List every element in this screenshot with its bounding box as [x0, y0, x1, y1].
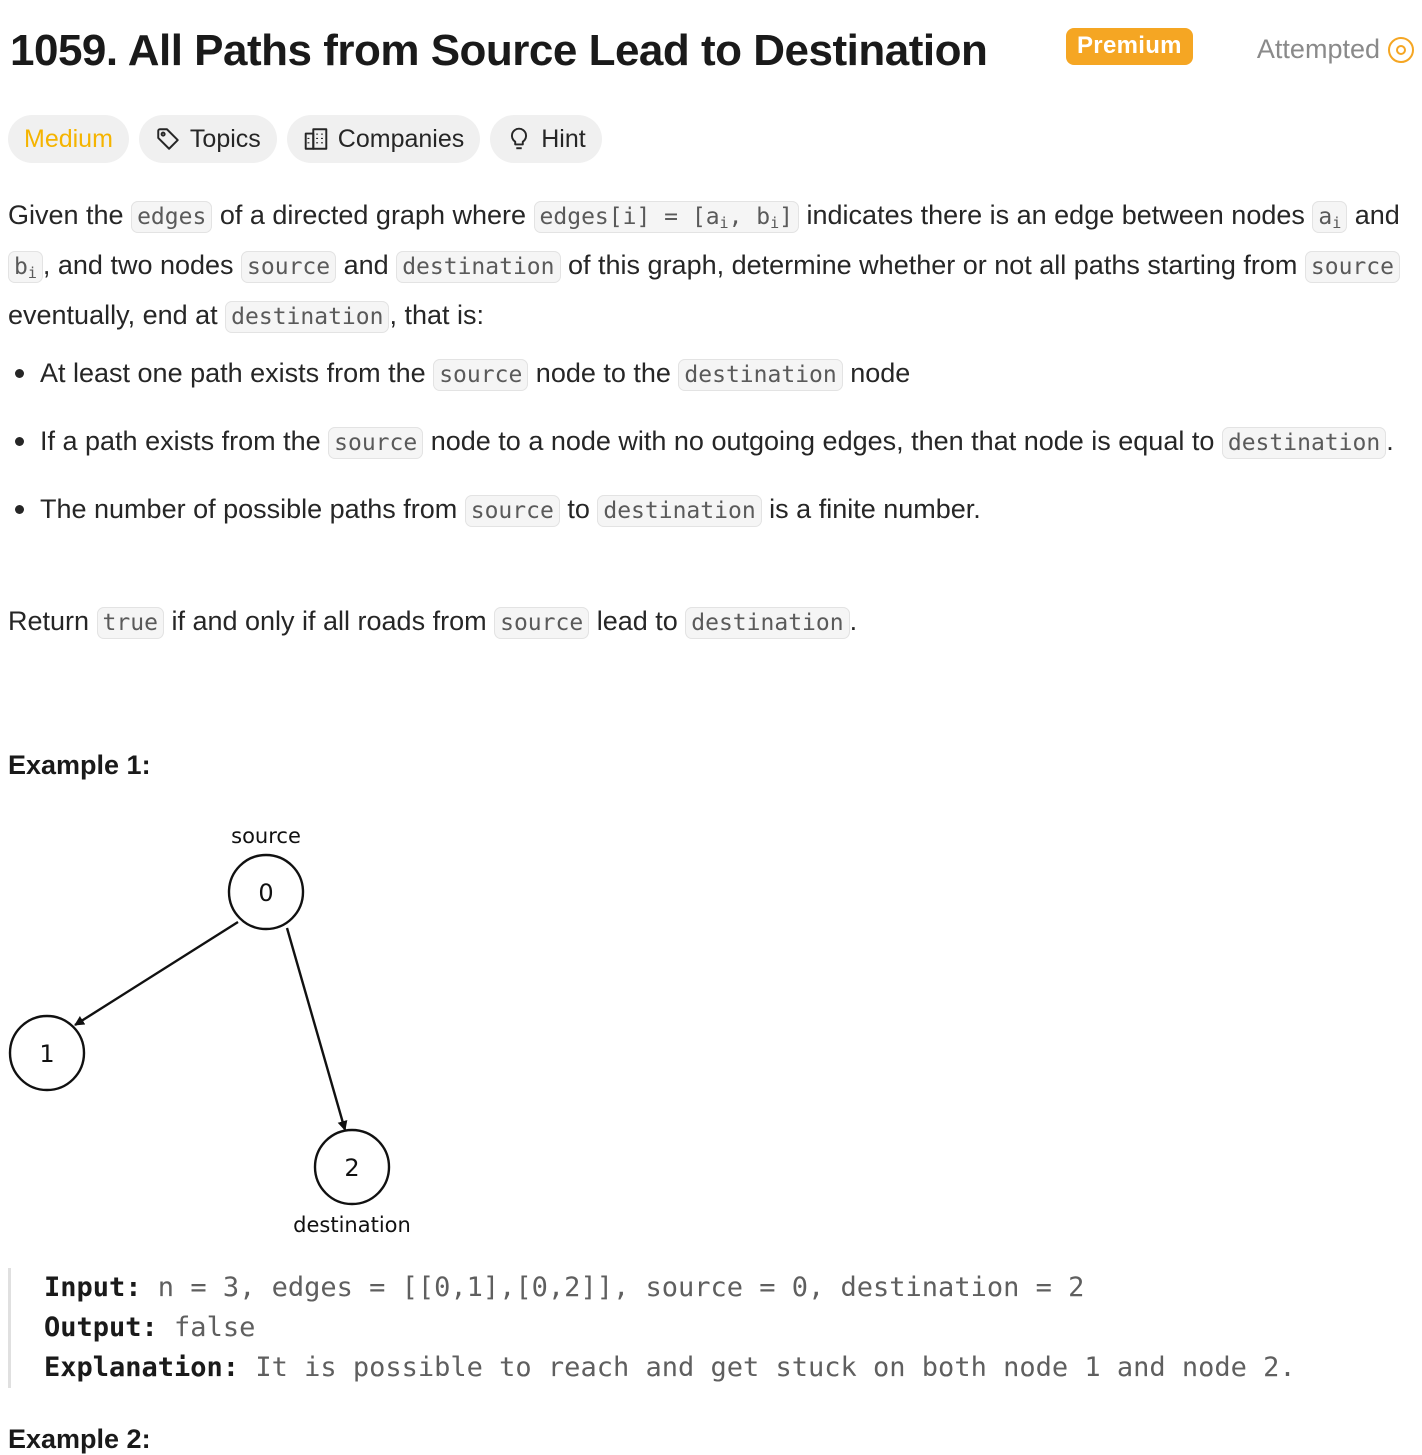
condition-text: is a finite number. [761, 494, 981, 524]
return-text: lead to [589, 606, 686, 636]
graph-edge-0-2 [287, 928, 345, 1130]
attempted-status [1257, 34, 1414, 65]
description-text: and [336, 250, 397, 280]
return-text: Return [8, 606, 97, 636]
description-code: edges[i] = [$a_i$, $b_i$] [534, 201, 799, 233]
explanation-label: Explanation: [44, 1352, 240, 1383]
example-1-graph [0, 810, 440, 1250]
return-code: true [97, 607, 164, 639]
description-text: , that is: [389, 300, 485, 330]
description-code: source [1305, 251, 1400, 283]
example-2-title: Example 2: [8, 1424, 151, 1454]
problem-description [8, 194, 1408, 338]
output-value: false [157, 1312, 256, 1343]
description-text: of a directed graph where [212, 200, 534, 230]
return-statement [8, 600, 857, 644]
topics-button[interactable] [139, 115, 277, 163]
example-1-title: Example 1: [8, 750, 151, 780]
description-text: indicates there is an edge between nodes [799, 200, 1313, 230]
description-text: and [1347, 200, 1400, 230]
problem-tags [8, 115, 602, 163]
condition-code: source [465, 495, 560, 527]
difficulty-badge [8, 115, 129, 163]
input-value: n = 3, edges = [[0,1],[0,2]], source = 0, destination = 2 [141, 1272, 1085, 1303]
condition-code: destination [678, 359, 842, 391]
condition-text: If a path exists from the [40, 426, 329, 456]
return-code: source [494, 607, 589, 639]
description-code: edges [131, 201, 212, 233]
condition-text: to [559, 494, 598, 524]
attempted-label: Attempted [1256, 34, 1380, 64]
problem-title: 1059. All Paths from Source Lead to Destination [10, 26, 988, 75]
companies-button[interactable] [287, 115, 480, 163]
explanation-value: It is possible to reach and get stuck on both node 1 and node 2. [239, 1352, 1296, 1383]
building-icon [303, 126, 329, 152]
condition-text: node [842, 358, 911, 388]
condition-item [8, 352, 1408, 396]
svg-text:0: 0 [258, 879, 274, 907]
return-text: . [849, 606, 858, 636]
condition-code: source [433, 359, 528, 391]
condition-text: The number of possible paths from [40, 494, 465, 524]
description-paragraph [8, 194, 1408, 338]
premium-badge[interactable]: Premium [1066, 28, 1193, 65]
return-text: if and only if all roads from [163, 606, 495, 636]
description-code: destination [225, 301, 389, 333]
description-text: of this graph, determine whether or not all paths starting from [560, 250, 1305, 280]
svg-text:2: 2 [344, 1154, 360, 1182]
description-text: Given the [8, 200, 132, 230]
topics-label: Topics [189, 124, 261, 153]
description-code: source [241, 251, 336, 283]
description-text: , and two nodes [42, 250, 242, 280]
hint-button[interactable] [490, 115, 601, 163]
graph-node-1 [10, 1016, 84, 1090]
conditions-list [8, 352, 1408, 556]
return-code: destination [685, 607, 849, 639]
output-label: Output: [44, 1312, 158, 1343]
condition-text: At least one path exists from the [40, 358, 434, 388]
graph-node-0 [229, 855, 303, 929]
tag-icon [155, 126, 181, 152]
input-label: Input: [44, 1272, 142, 1303]
description-code: $b_i$ [8, 251, 43, 283]
condition-item [8, 420, 1408, 464]
companies-label: Companies [337, 124, 465, 153]
destination-label: destination [293, 1213, 411, 1237]
condition-code: destination [1222, 427, 1386, 459]
graph-node-2 [315, 1130, 389, 1204]
condition-item [8, 488, 1408, 532]
description-text: eventually, end at [8, 300, 226, 330]
hint-label: Hint [541, 124, 586, 153]
svg-text:1: 1 [39, 1040, 55, 1068]
difficulty-label: Medium [24, 124, 113, 153]
condition-code: destination [597, 495, 761, 527]
attempted-icon [1388, 37, 1414, 63]
problem-header [10, 22, 1414, 82]
description-code: destination [396, 251, 560, 283]
condition-code: source [328, 427, 423, 459]
example-1-io [8, 1268, 1408, 1388]
condition-text: node to the [528, 358, 679, 388]
condition-text: . [1386, 426, 1394, 456]
description-code: $a_i$ [1312, 201, 1347, 233]
condition-text: node to a node with no outgoing edges, then that node is equal to [423, 426, 1222, 456]
source-label: source [231, 824, 301, 848]
lightbulb-icon [506, 126, 532, 152]
graph-edge-0-1 [75, 922, 238, 1025]
